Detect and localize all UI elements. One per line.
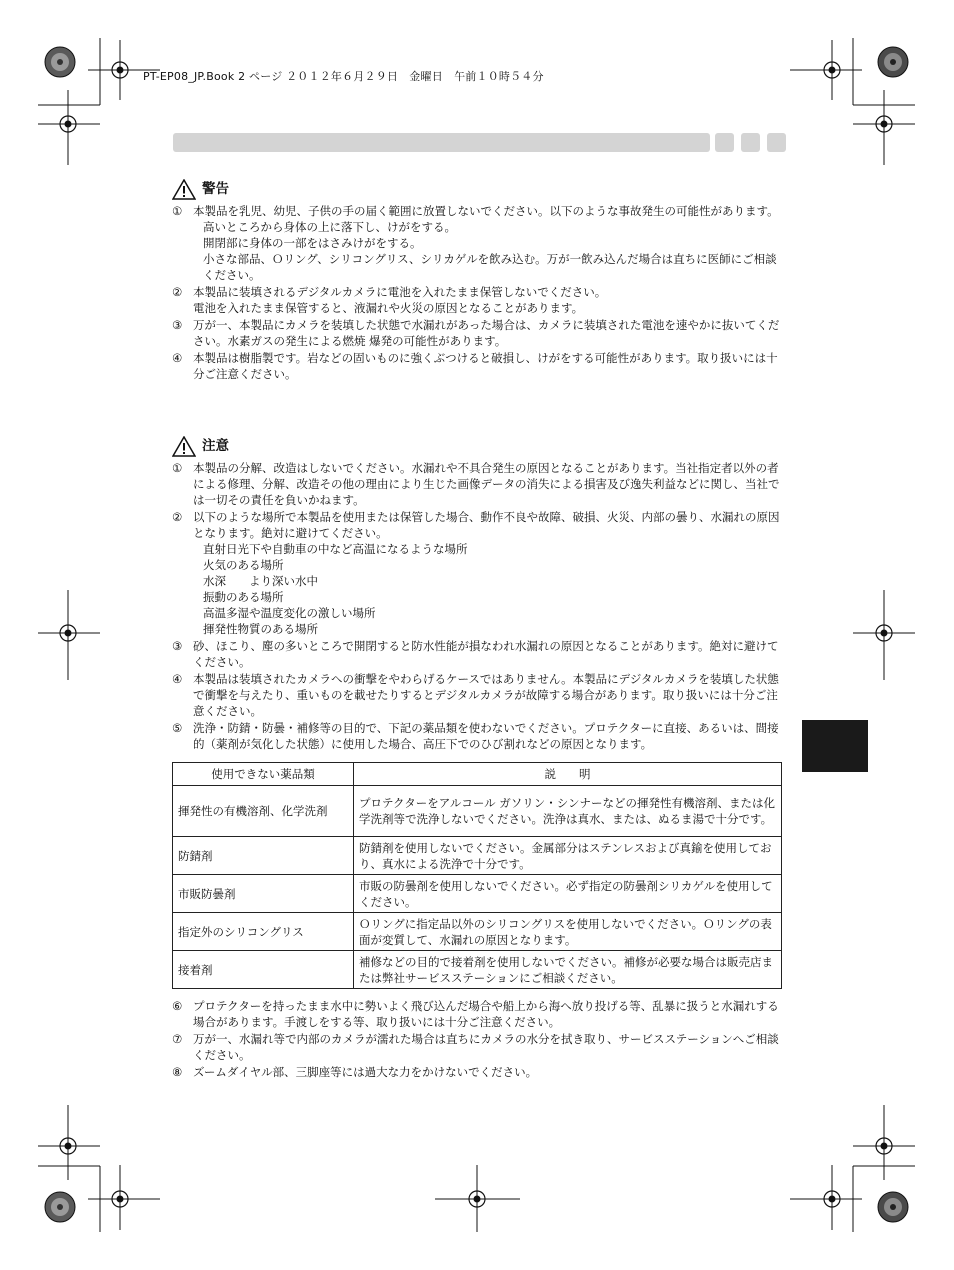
warning-triangle-icon xyxy=(172,179,196,200)
table-header-cell: 説 明 xyxy=(354,763,782,786)
table-cell: 市販の防曇剤を使用しないでください。必ず指定の防曇剤シリカゲルを使用してください。 xyxy=(354,875,782,913)
item-text: ズームダイヤル部、三脚座等には過大な力をかけないでください。 xyxy=(193,1065,538,1079)
item-subtext: 小さな部品、Ｏリング、シリコングリス、シリカゲルを飲み込む。万が一飲み込んだ場合は直ちに医師にご相談ください。 xyxy=(203,252,777,282)
item-subtext: 水深 より深い水中 xyxy=(203,574,318,588)
list-item xyxy=(172,284,784,316)
chemicals-table xyxy=(172,762,782,989)
list-item xyxy=(172,509,784,637)
item-number: ③ xyxy=(172,318,183,332)
list-item xyxy=(172,671,784,719)
item-number: ⑦ xyxy=(172,1032,183,1046)
warning-list xyxy=(172,203,784,382)
table-cell: 指定外のシリコングリス xyxy=(173,913,354,951)
table-cell: 市販防曇剤 xyxy=(173,875,354,913)
list-item xyxy=(172,460,784,508)
item-text: 万が一、本製品にカメラを装填した状態で水漏れがあった場合は、カメラに装填された電池を速やかに抜いてください。水素ガスの発生による燃焼 爆発の可能性があります。 xyxy=(193,318,780,348)
list-item xyxy=(172,1064,784,1080)
item-number: ① xyxy=(172,461,183,475)
table-cell: 補修などの目的で接着剤を使用しないでください。補修が必要な場合は販売店または弊社サービスステーションにご相談ください。 xyxy=(354,951,782,989)
item-text: 本製品は装填されたカメラへの衝撃をやわらげるケースではありません。本製品にデジタルカメラを装填した状態で衝撃を与えたり、重いものを載せたりするとデジタルカメラが故障する場合があります。取り扱いには十分ご注意ください。 xyxy=(193,672,779,718)
item-number: ④ xyxy=(172,351,183,365)
item-text: 洗浄・防錆・防曇・補修等の目的で、下記の薬品類を使わないでください。プロテクターに直接、あるいは、間接的（薬剤が気化した状態）に使用した場合、高圧下でのひび割れなどの原因となります。 xyxy=(193,721,779,751)
warning-heading xyxy=(172,178,784,200)
item-number: ② xyxy=(172,510,183,524)
table-cell: 接着剤 xyxy=(173,951,354,989)
table-cell: プロテクターをアルコール ガソリン・シンナーなどの揮発性有機溶剤、または化学洗剤等で洗浄しないでください。洗浄は真水、または、ぬるま湯で十分です。 xyxy=(354,786,782,837)
caution-heading xyxy=(172,435,784,457)
item-text: 本製品を乳児、幼児、子供の手の届く範囲に放置しないでください。以下のような事故発生の可能性があります。 xyxy=(193,204,779,218)
table-cell: 防錆剤を使用しないでください。金属部分はステンレスおよび真鍮を使用しており、真水による洗浄で十分です。 xyxy=(354,837,782,875)
warning-triangle-icon xyxy=(172,436,196,457)
warning-title: 警告 xyxy=(202,181,229,197)
list-item xyxy=(172,720,784,752)
list-item xyxy=(172,1031,784,1063)
warning-section xyxy=(172,178,784,383)
item-subtext: 火気のある場所 xyxy=(203,558,284,572)
item-text: プロテクターを持ったまま水中に勢いよく飛び込んだ場合や船上から海へ放り投げる等、乱暴に扱うと水漏れする場合があります。手渡しをする等、取り扱いには十分ご注意ください。 xyxy=(193,999,779,1029)
title-bar xyxy=(173,133,710,152)
item-subtext: 振動のある場所 xyxy=(203,590,284,604)
table-cell: 揮発性の有機溶剤、化学洗剤 xyxy=(173,786,354,837)
title-block-1 xyxy=(715,133,734,152)
caution-title: 注意 xyxy=(202,438,229,454)
caution-list-continued xyxy=(172,998,784,1080)
list-item xyxy=(172,203,784,283)
title-block-2 xyxy=(741,133,760,152)
table-row xyxy=(173,837,782,875)
table-cell: Ｏリングに指定品以外のシリコングリスを使用しないでください。Ｏリングの表面が変質して、水漏れの原因となります。 xyxy=(354,913,782,951)
table-row xyxy=(173,875,782,913)
item-number: ⑧ xyxy=(172,1065,183,1079)
item-subtext: 高いところから身体の上に落下し、けがをする。 xyxy=(203,220,456,234)
list-item xyxy=(172,317,784,349)
table-cell: 防錆剤 xyxy=(173,837,354,875)
table-row xyxy=(173,786,782,837)
print-header: PT-EP08_JP.Book 2 ページ ２０１２年６月２９日 金曜日 午前１０時５４分 xyxy=(143,70,544,83)
item-number: ① xyxy=(172,204,183,218)
item-text: 本製品に装填されるデジタルカメラに電池を入れたまま保管しないでください。 xyxy=(193,285,607,299)
item-number: ③ xyxy=(172,639,183,653)
table-row xyxy=(173,913,782,951)
caution-list xyxy=(172,460,784,752)
item-text: 本製品は樹脂製です。岩などの固いものに強くぶつけると破損し、けがをする可能性があります。取り扱いには十分ご注意ください。 xyxy=(193,351,778,381)
item-subtext: 高温多湿や温度変化の激しい場所 xyxy=(203,606,376,620)
item-text: 万が一、水漏れ等で内部のカメラが濡れた場合は直ちにカメラの水分を拭き取り、サービスステーションへご相談ください。 xyxy=(193,1032,779,1062)
table-row xyxy=(173,951,782,989)
list-item xyxy=(172,998,784,1030)
item-subtext: 電池を入れたまま保管すると、液漏れや火災の原因となることがあります。 xyxy=(193,301,584,315)
list-item xyxy=(172,638,784,670)
table-header-row xyxy=(173,763,782,786)
chapter-tab xyxy=(802,720,868,772)
list-item xyxy=(172,350,784,382)
title-block-3 xyxy=(767,133,786,152)
item-text: 本製品の分解、改造はしないでください。水漏れや不具合発生の原因となることがあります。当社指定者以外の者による修理、分解、改造その他の理由により生じた画像データの消失による損害及び逸失利益などに関し、当社では一切その責任を負いかねます。 xyxy=(193,461,780,507)
item-number: ⑥ xyxy=(172,999,183,1013)
item-subtext: 直射日光下や自動車の中など高温になるような場所 xyxy=(203,542,468,556)
table-header-cell: 使用できない薬品類 xyxy=(173,763,354,786)
caution-section xyxy=(172,435,784,1081)
item-text: 以下のような場所で本製品を使用または保管した場合、動作不良や故障、破損、火災、内部の曇り、水漏れの原因となります。絶対に避けてください。 xyxy=(193,510,780,540)
item-subtext: 開閉部に身体の一部をはさみけがをする。 xyxy=(203,236,422,250)
item-number: ④ xyxy=(172,672,183,686)
item-text: 砂、ほこり、塵の多いところで開閉すると防水性能が損なわれ水漏れの原因となることがあります。絶対に避けてください。 xyxy=(193,639,779,669)
item-subtext: 揮発性物質のある場所 xyxy=(203,622,318,636)
item-number: ② xyxy=(172,285,183,299)
item-number: ⑤ xyxy=(172,721,183,735)
